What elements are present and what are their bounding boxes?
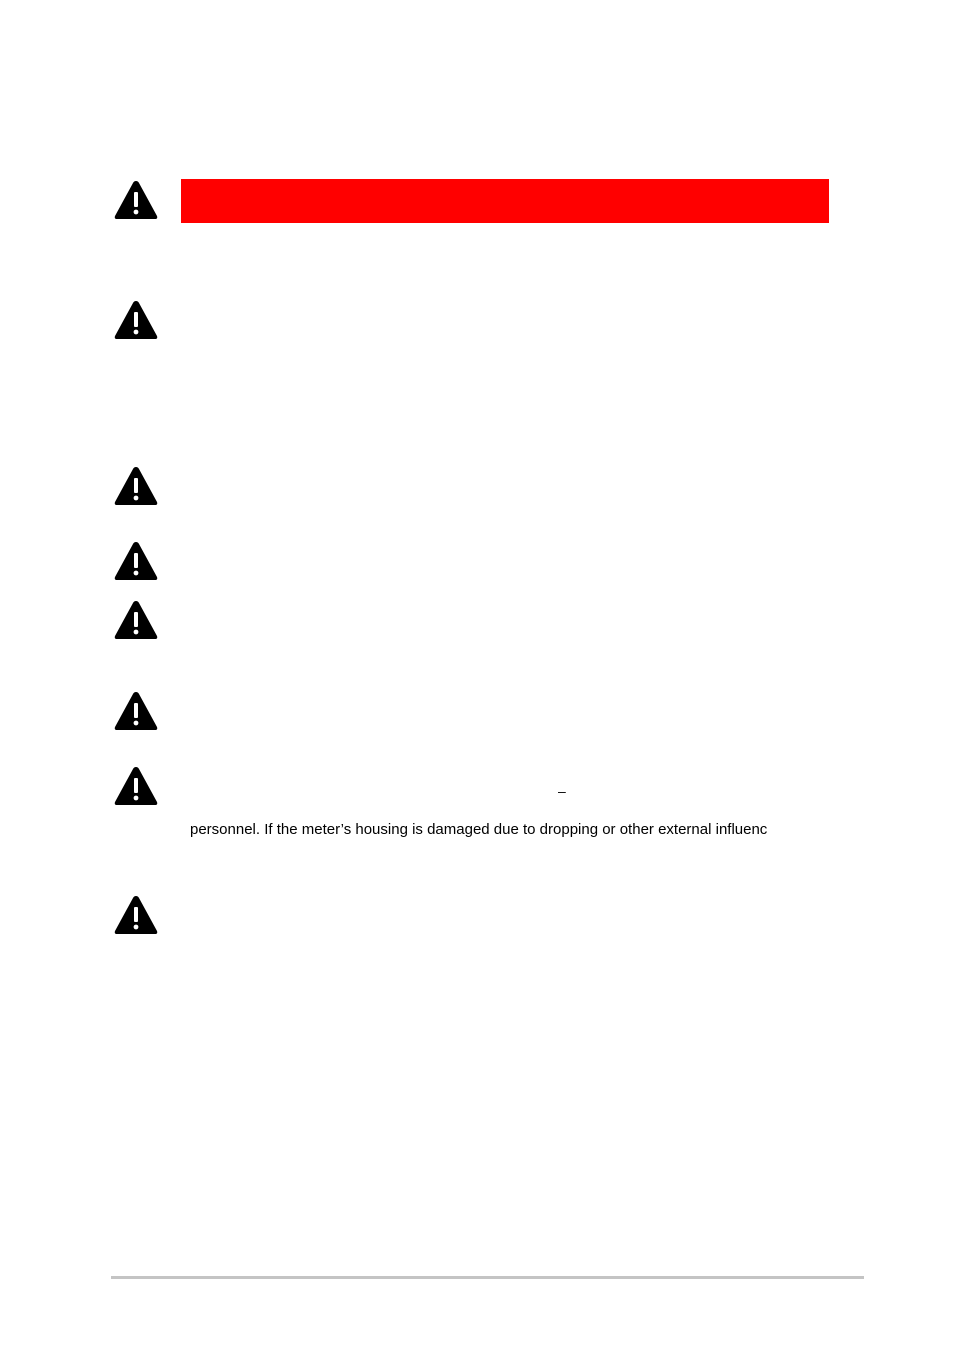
warning-triangle-icon [113,299,159,341]
warning-triangle-icon [113,894,159,936]
warning-triangle-icon [113,690,159,732]
warning-triangle-icon [113,179,159,221]
warning-triangle-icon [113,465,159,507]
warning-icon [113,894,159,936]
dash-mark: – [558,783,566,799]
warning-icon [113,540,159,582]
warning-icon [113,179,159,221]
warning-triangle-icon [113,765,159,807]
warning-triangle-icon [113,599,159,641]
footer-divider [111,1276,864,1279]
warning-icon [113,299,159,341]
meter-housing-warning-text: personnel. If the meter’s housing is damaged due to dropping or other external influenc [190,821,768,838]
safety-banner [181,179,829,223]
warning-icon [113,465,159,507]
warning-triangle-icon [113,540,159,582]
warning-icon [113,690,159,732]
warning-icon [113,599,159,641]
warning-icon [113,765,159,807]
